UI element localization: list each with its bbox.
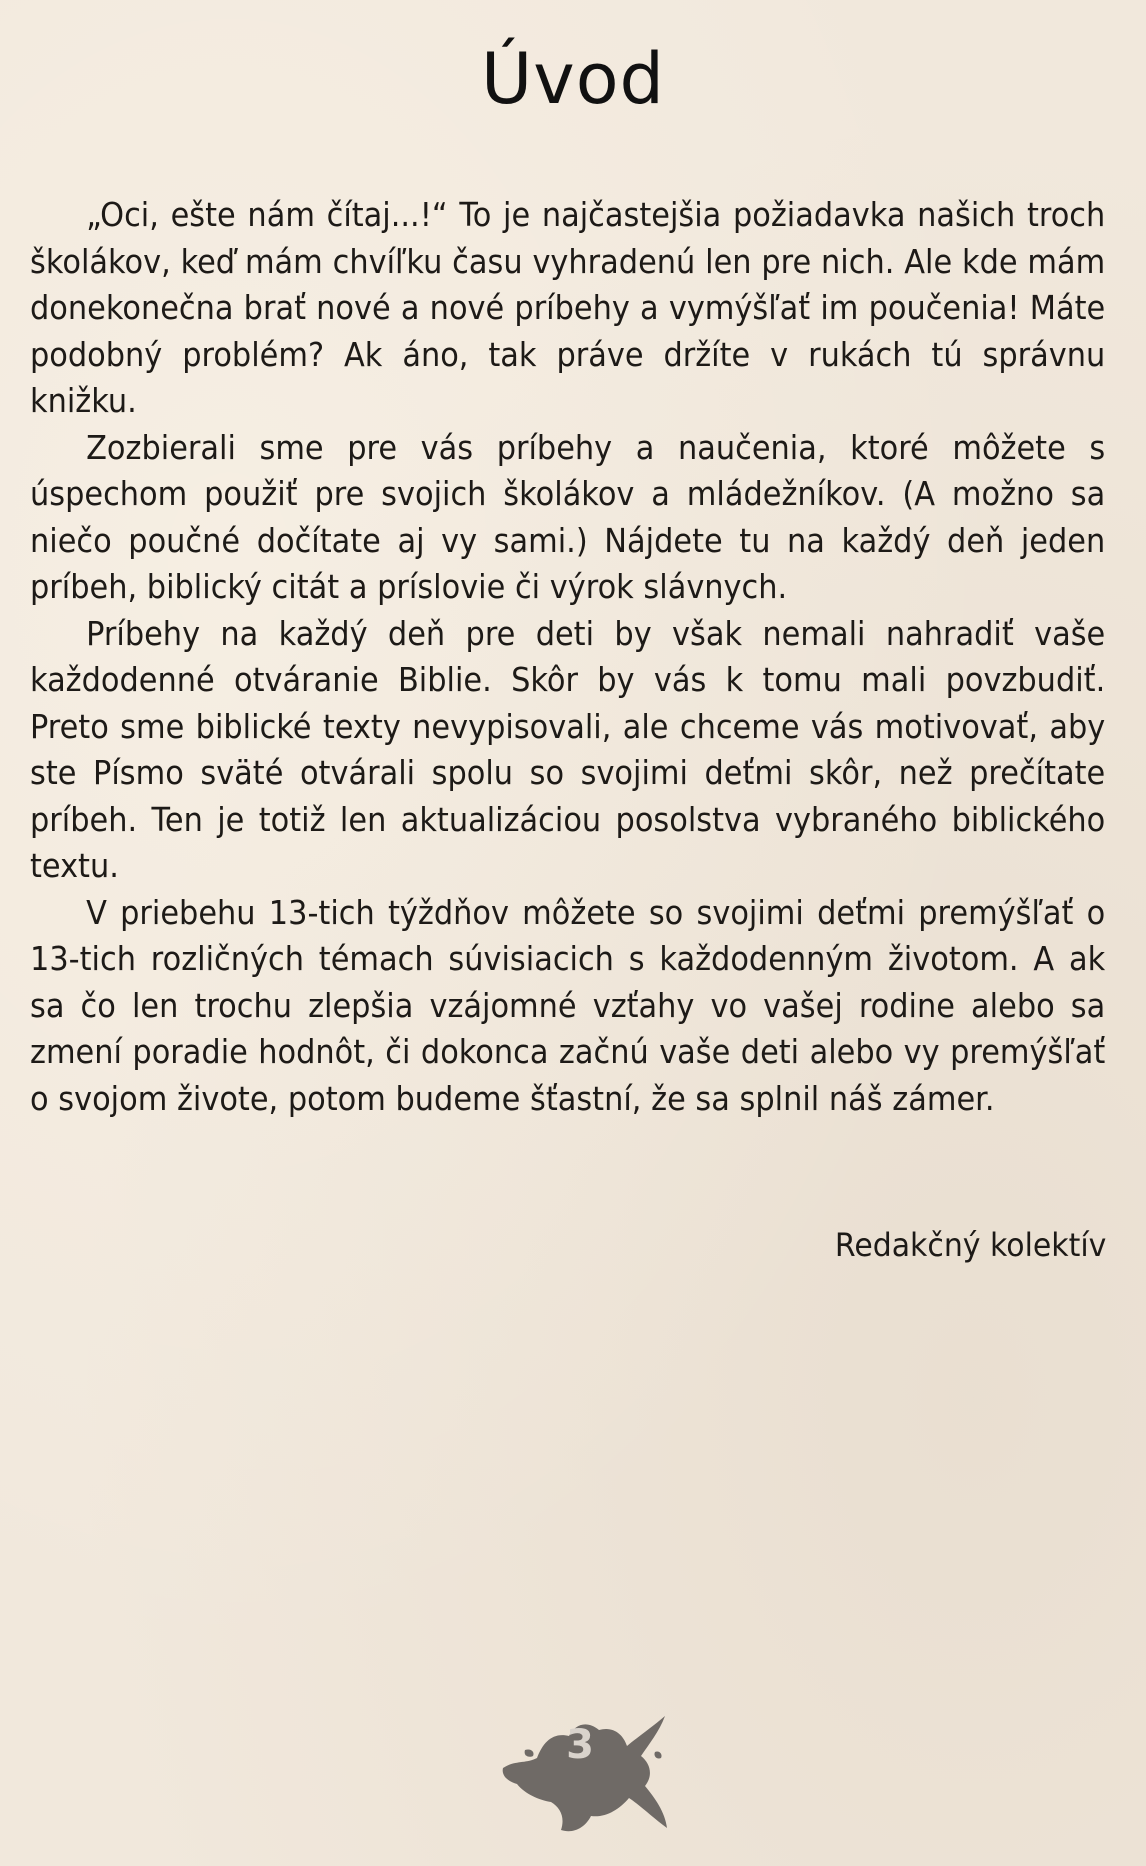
signature: Redakčný kolektív xyxy=(834,1226,1106,1264)
page-title: Úvod xyxy=(481,38,665,120)
paragraph-2: Zozbierali sme pre vás príbehy a naučenia, ktoré môžete s úspechom použiť pre svojich školákov a mládežníkov. (A možno sa niečo poučné dočítate aj vy sami.) Nájdete tu na každý deň jeden príbeh, biblický citát a príslovie či výrok slávnych. xyxy=(30,428,1106,606)
page-number: 3 xyxy=(566,1722,594,1768)
paragraph-1: „Oci, ešte nám čítaj...!“ To je najčastejšia požiadavka našich troch školákov, keď mám chvíľku času vyhradenú len pre nich. Ale kde mám donekonečna brať nové a nové príbehy a vymýšľať im poučenia! Máte podobný problém? Ak áno, tak práve držíte v rukách tú správnu knižku. xyxy=(30,196,1106,420)
paragraph-4: V priebehu 13-tich týždňov môžete so svojimi deťmi premýšľať o 13-tich rozličných témach súvisiacich s každodenným životom. A ak sa čo len trochu zlepšia vzájomné vzťahy vo vašej rodine alebo sa zmení poradie hodnôt, či dokonca začnú vaše deti alebo vy premýšľať o svojom živote, potom budeme šťastní, že sa splnil náš zámer. xyxy=(30,893,1106,1118)
introduction-text xyxy=(30,192,1105,1122)
paragraph-3: Príbehy na každý deň pre deti by však nemali nahradiť vaše každodenné otváranie Biblie. Skôr by vás k tomu mali povzbudiť. Preto sme biblické texty nevypisovali, ale chceme vás motivovať, aby ste Písmo sväté otvárali spolu so svojimi deťmi skôr, než prečítate príbeh. Ten je totiž len aktualizáciou posolstva vybraného biblického textu. xyxy=(30,614,1106,885)
